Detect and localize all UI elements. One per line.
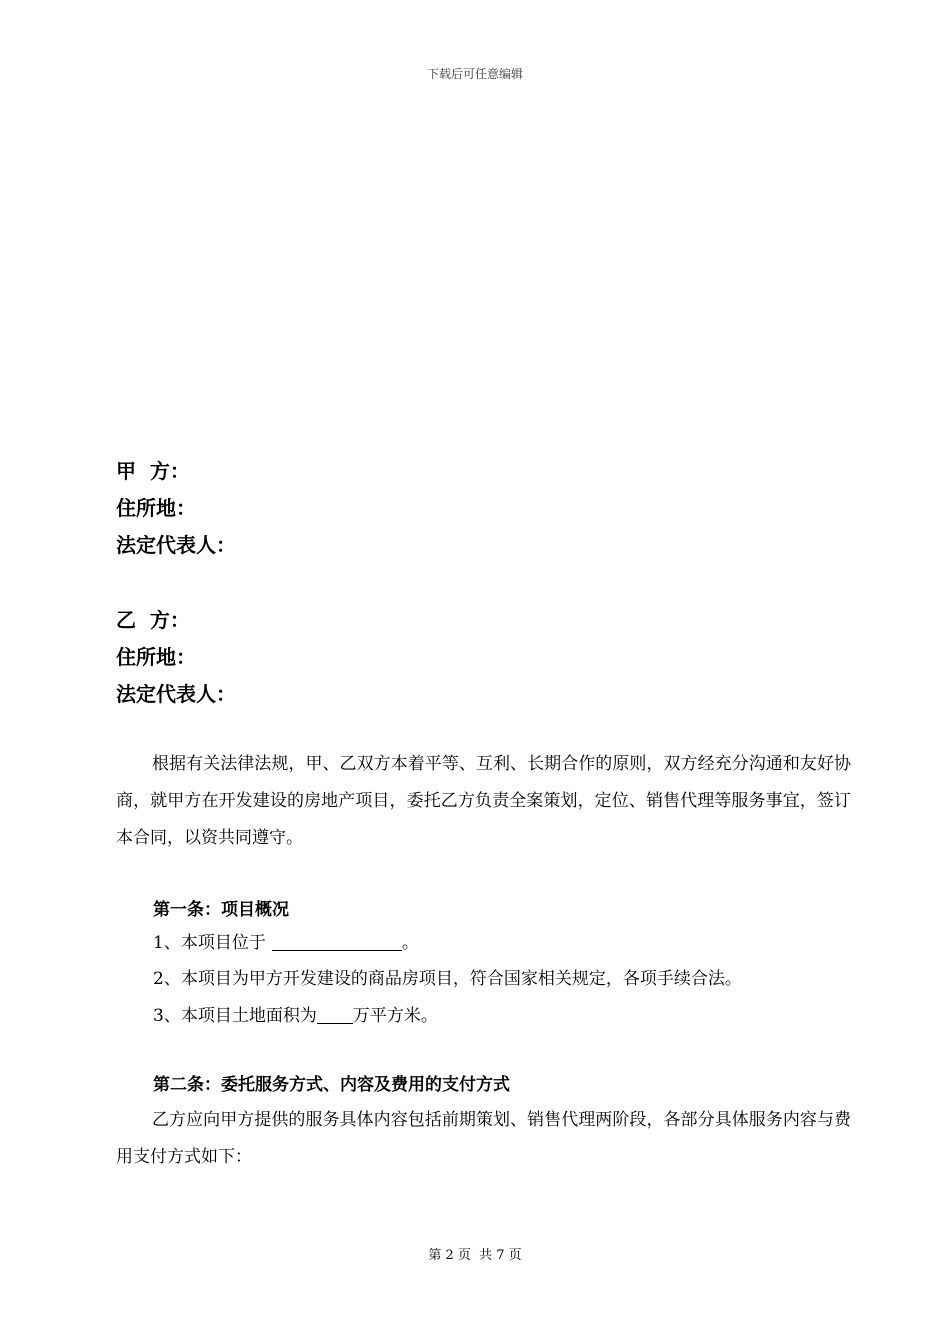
page-header bbox=[0, 66, 950, 82]
party-b-representative-label: 法定代表人： bbox=[116, 682, 236, 706]
party-b-address-label: 住所地： bbox=[116, 645, 196, 669]
party-b-label: 乙 方： bbox=[116, 608, 190, 632]
intro-paragraph: 根据有关法律法规，甲、乙双方本着平等、互利、长期合作的原则，双方经充分沟通和友好协商，就甲方在开发建设的房地产项目，委托乙方负责全案策划，定位、销售代理等服务事宜，签订本合同，以资共同遵守。 bbox=[116, 754, 851, 848]
item-1-prefix: 1、本项目位于 bbox=[153, 933, 266, 953]
page-footer bbox=[0, 1247, 950, 1265]
article-1-title: 第一条：项目概况 bbox=[153, 900, 289, 920]
item-3-suffix: 万平方米。 bbox=[352, 1006, 438, 1026]
party-b-block bbox=[116, 602, 516, 713]
item-1-suffix: 。 bbox=[401, 933, 419, 953]
party-a-representative-label: 法定代表人： bbox=[116, 533, 236, 557]
item-3-prefix: 3、本项目土地面积为 bbox=[153, 1006, 317, 1026]
article-1-item-1 bbox=[153, 930, 419, 956]
party-a-address-label: 住所地： bbox=[116, 496, 196, 520]
article-2-title: 第二条：委托服务方式、内容及费用的支付方式 bbox=[153, 1075, 510, 1095]
article-1-item-2: 2、本项目为甲方开发建设的商品房项目，符合国家相关规定，各项手续合法。 bbox=[153, 969, 742, 989]
page-number: 第 2 页 共 7 页 bbox=[428, 1248, 522, 1263]
location-blank bbox=[272, 932, 402, 951]
party-a-label: 甲 方： bbox=[116, 459, 190, 483]
area-blank bbox=[317, 1005, 353, 1024]
article-1-item-3 bbox=[153, 1003, 438, 1029]
article-2-body: 乙方应向甲方提供的服务具体内容包括前期策划、销售代理两阶段，各部分具体服务内容与费用支付方式如下： bbox=[116, 1110, 851, 1167]
header-note: 下载后可任意编辑 bbox=[426, 67, 523, 81]
party-a-block bbox=[116, 453, 516, 564]
